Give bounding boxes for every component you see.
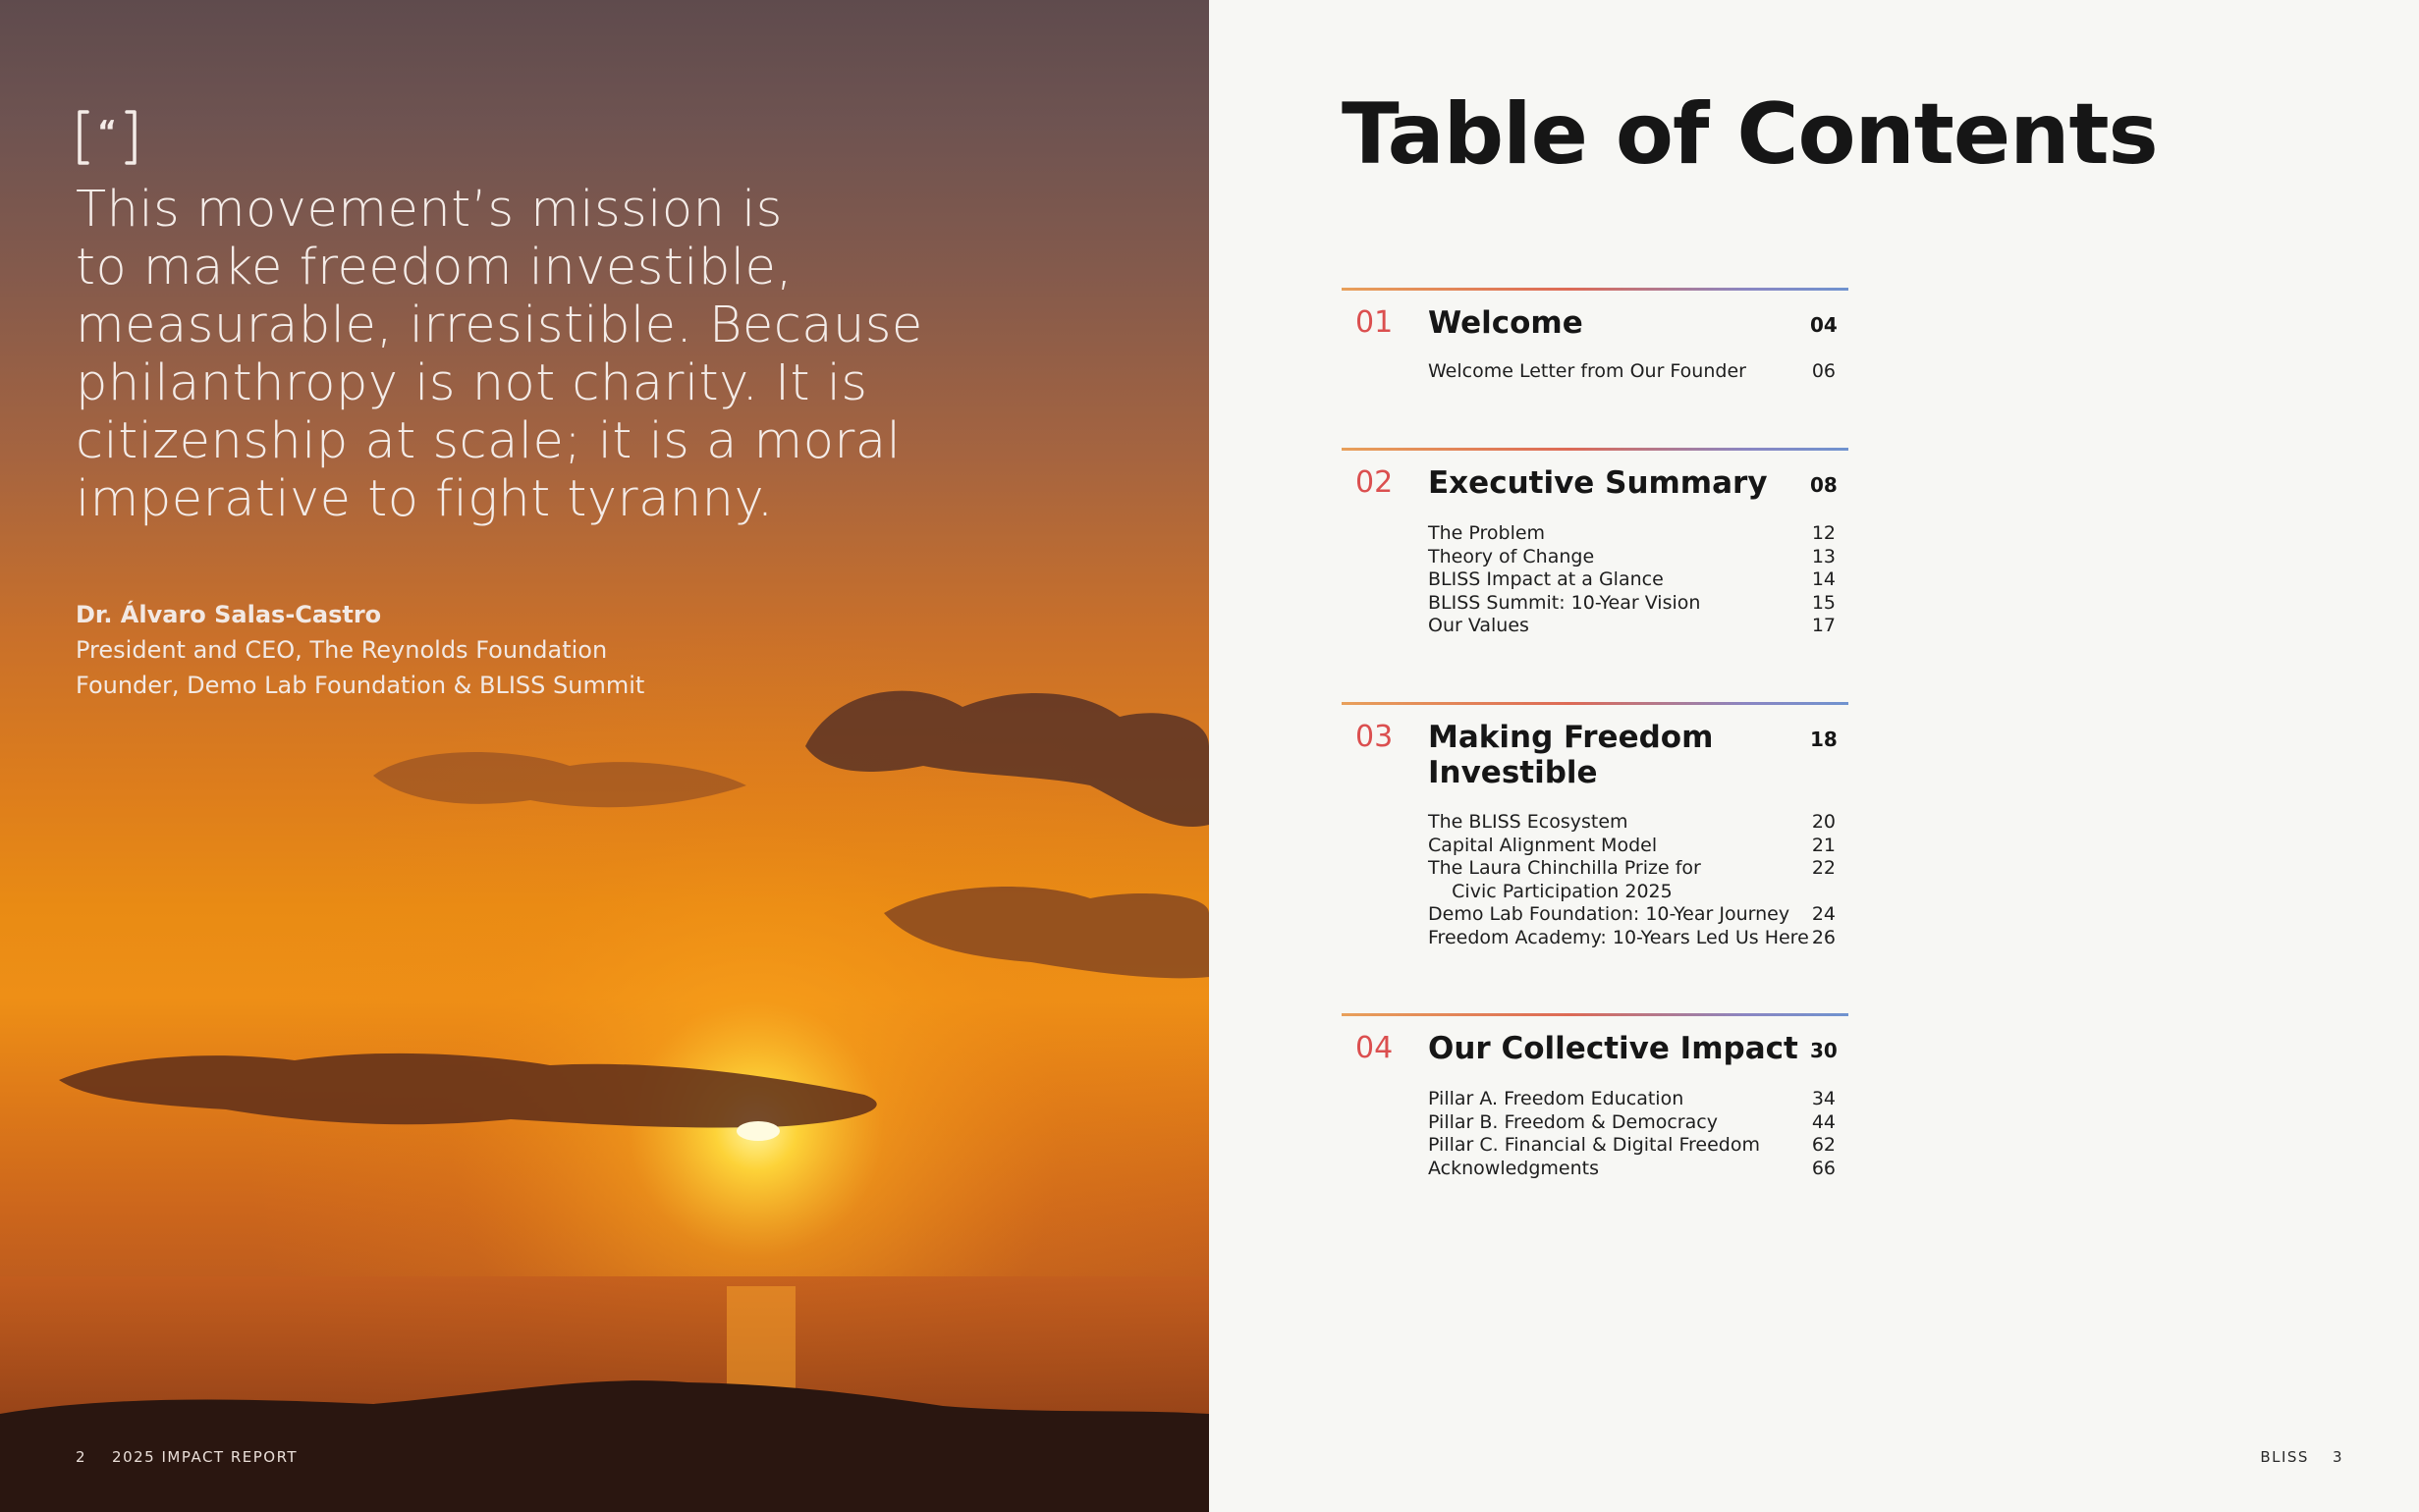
section-page: 04 — [1810, 313, 1838, 337]
toc-item-page: 17 — [1811, 615, 1836, 637]
toc-item-label: Pillar B. Freedom & Democracy — [1428, 1110, 1718, 1133]
toc-item-page: 22 — [1811, 857, 1836, 880]
toc-item[interactable] — [1428, 592, 1848, 616]
toc-item-label: Welcome Letter from Our Founder — [1428, 360, 1746, 382]
toc-item-page: 26 — [1811, 926, 1836, 948]
toc-item[interactable] — [1428, 546, 1848, 569]
report-label: 2025 IMPACT REPORT — [112, 1448, 299, 1466]
toc-item-label: The Laura Chinchilla Prize for — [1428, 857, 1701, 880]
section-divider — [1342, 702, 1848, 705]
toc-item-page: 34 — [1811, 1088, 1836, 1109]
toc-item[interactable] — [1428, 903, 1848, 927]
toc-item-continuation[interactable] — [1428, 881, 1848, 904]
page-title: Table of Contents — [1342, 85, 2158, 184]
toc-item[interactable] — [1428, 360, 1848, 384]
section-divider — [1342, 448, 1848, 451]
toc-item-page — [1808, 881, 1836, 904]
toc-item[interactable] — [1428, 857, 1848, 881]
toc-item[interactable] — [1428, 835, 1848, 858]
toc-item-page: 21 — [1811, 834, 1836, 856]
toc-item-label: Civic Participation 2025 — [1428, 880, 1673, 902]
section-title-line: Making Freedom — [1428, 720, 1714, 755]
section-title: Our Collective Impact — [1428, 1031, 1798, 1066]
author-name: Dr. Álvaro Salas-Castro — [76, 601, 382, 628]
author-role-1: President and CEO, The Reynolds Foundation — [76, 636, 608, 664]
toc-item-label: Freedom Academy: 10-Years Led Us Here — [1428, 926, 1809, 948]
toc-section-making-freedom-investible[interactable] — [1342, 702, 1848, 967]
toc-item[interactable] — [1428, 1088, 1848, 1111]
toc-item-label: BLISS Impact at a Glance — [1428, 568, 1664, 591]
footer-right — [2260, 1448, 2343, 1466]
quote-line: philanthropy is not charity. It is — [76, 354, 868, 412]
quote-line: This movement’s mission is — [76, 181, 783, 239]
toc-item-page: 14 — [1811, 568, 1836, 591]
author-role-2: Founder, Demo Lab Foundation & BLISS Summit — [76, 672, 645, 699]
left-page — [0, 0, 1209, 1512]
section-title: Executive Summary — [1428, 465, 1768, 501]
section-title: Welcome — [1428, 305, 1583, 341]
toc-item-page: 66 — [1811, 1157, 1836, 1179]
section-page: 18 — [1810, 728, 1838, 751]
toc-item[interactable] — [1428, 1134, 1848, 1158]
footer-left — [76, 1448, 298, 1466]
pull-quote — [76, 181, 1058, 528]
toc-item-label: Acknowledgments — [1428, 1157, 1599, 1179]
toc-item-page: 12 — [1811, 522, 1836, 544]
toc-item[interactable] — [1428, 1158, 1848, 1181]
toc-items — [1428, 811, 1848, 950]
toc-item[interactable] — [1428, 811, 1848, 835]
toc-section-our-collective-impact[interactable] — [1342, 1013, 1848, 1190]
section-title — [1428, 720, 1801, 790]
quote-line: measurable, irresistible. Because — [76, 297, 923, 354]
quote-icon — [76, 108, 138, 167]
section-title-line: Investible — [1428, 755, 1598, 790]
section-number: 03 — [1355, 720, 1394, 754]
section-number: 01 — [1355, 305, 1394, 340]
section-page: 08 — [1810, 473, 1838, 497]
toc-item-page: 06 — [1811, 360, 1836, 382]
toc-item[interactable] — [1428, 522, 1848, 546]
toc-section-executive-summary[interactable] — [1342, 448, 1848, 644]
quote-line: to make freedom investible, — [76, 239, 794, 297]
toc-section-welcome[interactable] — [1342, 288, 1848, 396]
page-number: 2 — [76, 1448, 87, 1466]
toc-item[interactable] — [1428, 1111, 1848, 1135]
svg-text:“: “ — [97, 115, 117, 149]
toc-item-label: Theory of Change — [1428, 545, 1595, 567]
quote-attribution — [76, 597, 644, 703]
section-number: 02 — [1355, 465, 1394, 500]
section-divider — [1342, 1013, 1848, 1016]
section-number: 04 — [1355, 1031, 1394, 1065]
toc-item-page: 20 — [1811, 811, 1836, 833]
toc-item-page: 15 — [1811, 591, 1836, 614]
toc-item-label: Demo Lab Foundation: 10-Year Journey — [1428, 903, 1790, 926]
page-number: 3 — [2332, 1448, 2343, 1466]
right-page — [1209, 0, 2419, 1512]
quote-line: imperative to fight tyranny. — [76, 470, 774, 528]
toc-item-page: 62 — [1811, 1134, 1836, 1157]
toc-item-label: Pillar C. Financial & Digital Freedom — [1428, 1134, 1760, 1157]
toc-item[interactable] — [1428, 568, 1848, 592]
toc-item[interactable] — [1428, 615, 1848, 638]
toc-item-label: Our Values — [1428, 615, 1529, 637]
toc-item-page: 24 — [1811, 903, 1836, 926]
toc-item[interactable] — [1428, 927, 1848, 950]
toc-item-page: 44 — [1811, 1110, 1836, 1133]
toc-item-label: The BLISS Ecosystem — [1428, 811, 1628, 833]
section-page: 30 — [1810, 1039, 1838, 1062]
toc-items — [1428, 1088, 1848, 1180]
toc-items — [1428, 522, 1848, 638]
toc-item-page: 13 — [1811, 545, 1836, 567]
section-divider — [1342, 288, 1848, 291]
toc-item-label: Capital Alignment Model — [1428, 834, 1658, 856]
toc-item-label: BLISS Summit: 10-Year Vision — [1428, 591, 1701, 614]
toc-item-label: The Problem — [1428, 522, 1546, 544]
toc-items — [1428, 360, 1848, 384]
quote-line: citizenship at scale; it is a moral — [76, 412, 902, 470]
brand-label: BLISS — [2260, 1448, 2309, 1466]
toc-item-label: Pillar A. Freedom Education — [1428, 1088, 1684, 1109]
